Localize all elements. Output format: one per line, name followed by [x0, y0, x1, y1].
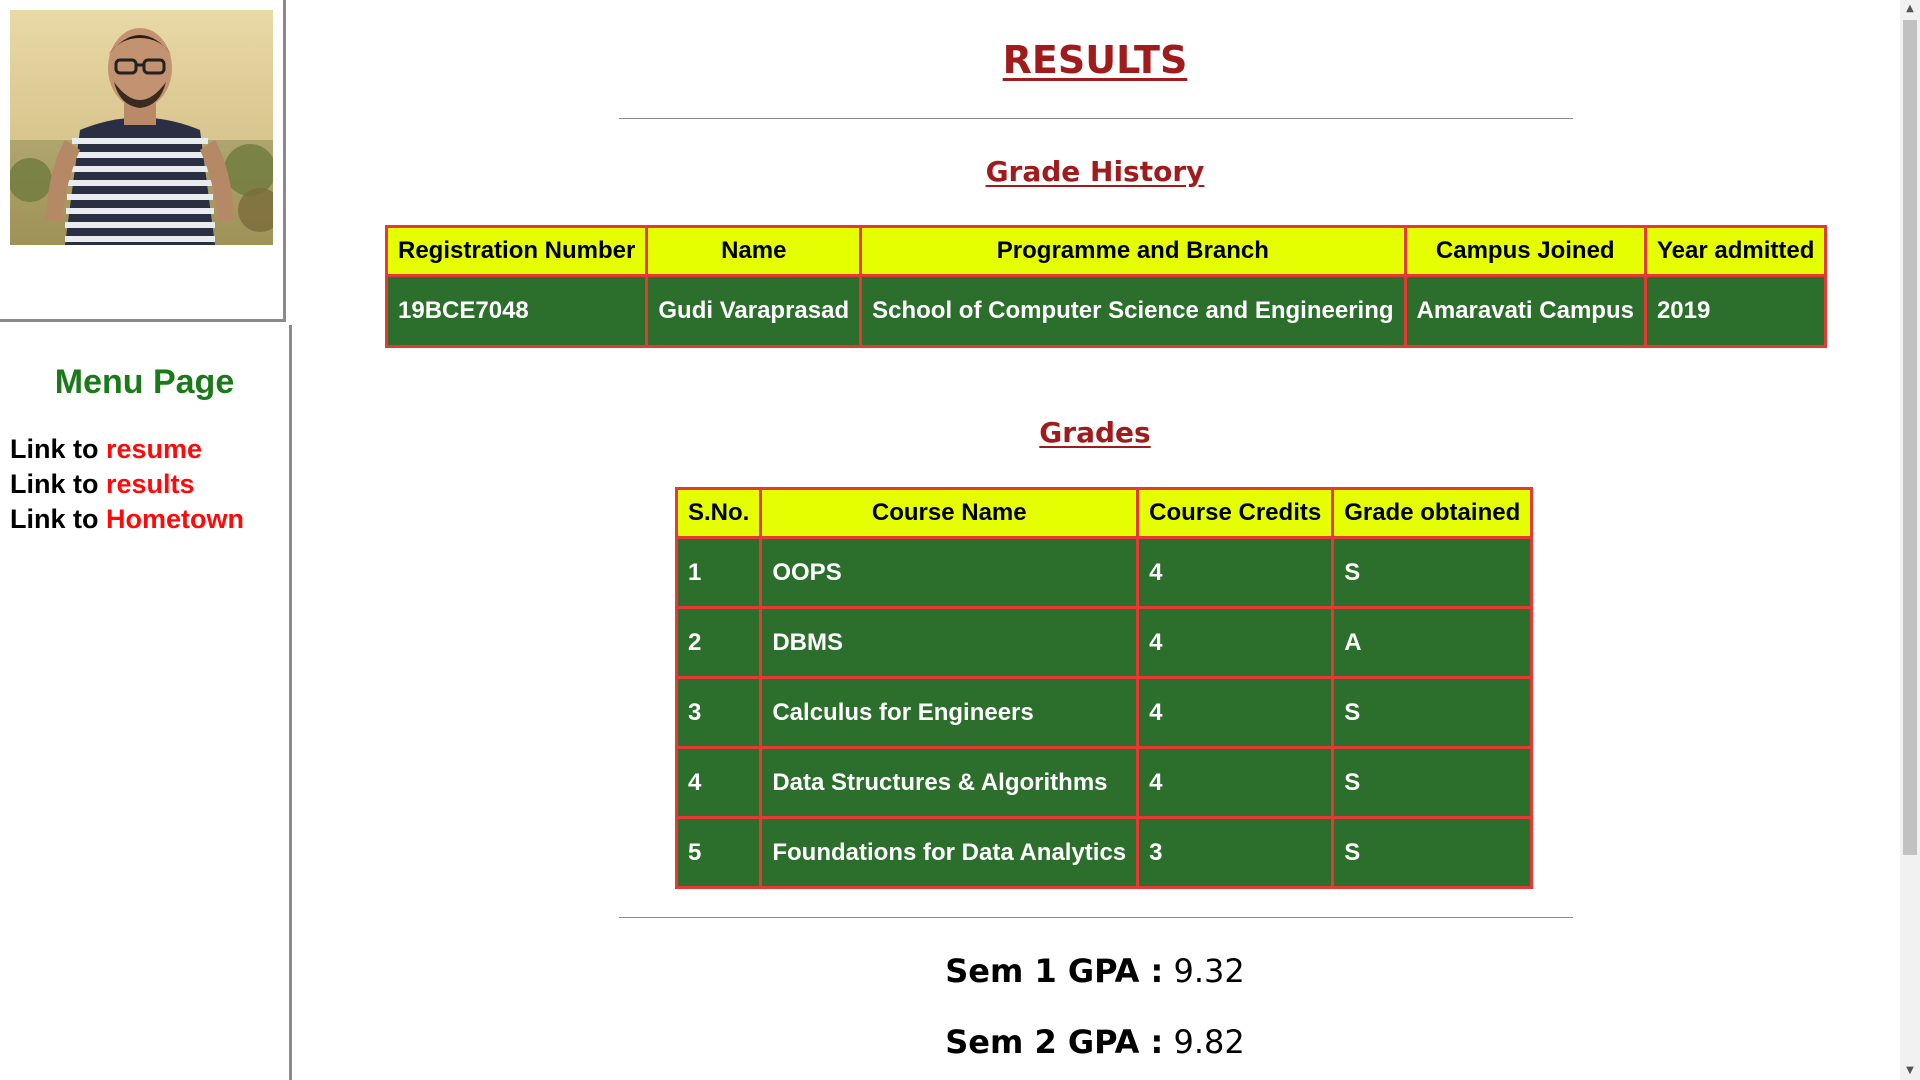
table-header-row: [387, 227, 1826, 276]
menu-item-prefix: Link to: [10, 434, 106, 464]
grade-cell: S: [1333, 538, 1532, 608]
course-name-cell: OOPS: [761, 538, 1138, 608]
column-header: Course Credits: [1138, 489, 1333, 538]
menu-links: [10, 432, 289, 537]
page-title: RESULTS: [1002, 38, 1188, 82]
menu-frame: [0, 325, 292, 1080]
grade-cell: S: [1333, 678, 1532, 748]
column-header: Course Name: [761, 489, 1138, 538]
course-name-cell: Calculus for Engineers: [761, 678, 1138, 748]
grade-cell: S: [1333, 748, 1532, 818]
grade-history-heading: Grade History: [985, 155, 1205, 188]
sem2-gpa: [295, 1023, 1895, 1061]
table-row: [677, 818, 1532, 888]
year-cell: 2019: [1645, 276, 1825, 347]
divider: [619, 917, 1573, 918]
column-header: Year admitted: [1645, 227, 1825, 276]
gpa-value: 9.32: [1173, 952, 1245, 990]
main-content: [295, 0, 1895, 1080]
hometown-link[interactable]: Hometown: [106, 504, 244, 534]
table-row: [677, 538, 1532, 608]
course-name-cell: Data Structures & Algorithms: [761, 748, 1138, 818]
grade-cell: S: [1333, 818, 1532, 888]
column-header: Grade obtained: [1333, 489, 1532, 538]
menu-item-prefix: Link to: [10, 469, 106, 499]
resume-link[interactable]: resume: [106, 434, 203, 464]
grade-history-table: [385, 225, 1827, 348]
grades-heading: Grades: [1039, 416, 1151, 449]
credits-cell: 4: [1138, 608, 1333, 678]
gpa-value: 9.82: [1173, 1023, 1245, 1061]
scroll-thumb[interactable]: [1903, 20, 1917, 855]
scroll-down-arrow-icon[interactable]: ▼: [1906, 1065, 1914, 1076]
serial-cell: 3: [677, 678, 761, 748]
menu-item-results: [10, 467, 289, 502]
menu-item-prefix: Link to: [10, 504, 106, 534]
results-link[interactable]: results: [106, 469, 195, 499]
grade-cell: A: [1333, 608, 1532, 678]
column-header: Programme and Branch: [861, 227, 1405, 276]
credits-cell: 4: [1138, 678, 1333, 748]
gpa-label: Sem 1 GPA :: [945, 952, 1164, 990]
serial-cell: 5: [677, 818, 761, 888]
menu-item-resume: [10, 432, 289, 467]
credits-cell: 4: [1138, 538, 1333, 608]
vertical-scrollbar[interactable]: [1900, 0, 1920, 1080]
credits-cell: 3: [1138, 818, 1333, 888]
divider: [619, 118, 1573, 119]
course-name-cell: DBMS: [761, 608, 1138, 678]
grades-table: [675, 487, 1533, 889]
sem1-gpa: [295, 952, 1895, 990]
column-header: Name: [647, 227, 861, 276]
menu-item-hometown: [10, 502, 289, 537]
table-row: [387, 276, 1826, 347]
registration-number-cell: 19BCE7048: [387, 276, 647, 347]
table-row: [677, 608, 1532, 678]
table-row: [677, 678, 1532, 748]
profile-photo: [10, 10, 273, 245]
gpa-label: Sem 2 GPA :: [945, 1023, 1164, 1061]
campus-cell: Amaravati Campus: [1405, 276, 1645, 347]
serial-cell: 1: [677, 538, 761, 608]
name-cell: Gudi Varaprasad: [647, 276, 861, 347]
table-row: [677, 748, 1532, 818]
photo-frame: [0, 0, 286, 322]
menu-title: Menu Page: [54, 363, 235, 401]
column-header: Registration Number: [387, 227, 647, 276]
scroll-up-arrow-icon[interactable]: ▲: [1906, 3, 1914, 14]
credits-cell: 4: [1138, 748, 1333, 818]
programme-cell: School of Computer Science and Engineering: [861, 276, 1405, 347]
course-name-cell: Foundations for Data Analytics: [761, 818, 1138, 888]
column-header: Campus Joined: [1405, 227, 1645, 276]
column-header: S.No.: [677, 489, 761, 538]
serial-cell: 2: [677, 608, 761, 678]
table-header-row: [677, 489, 1532, 538]
serial-cell: 4: [677, 748, 761, 818]
